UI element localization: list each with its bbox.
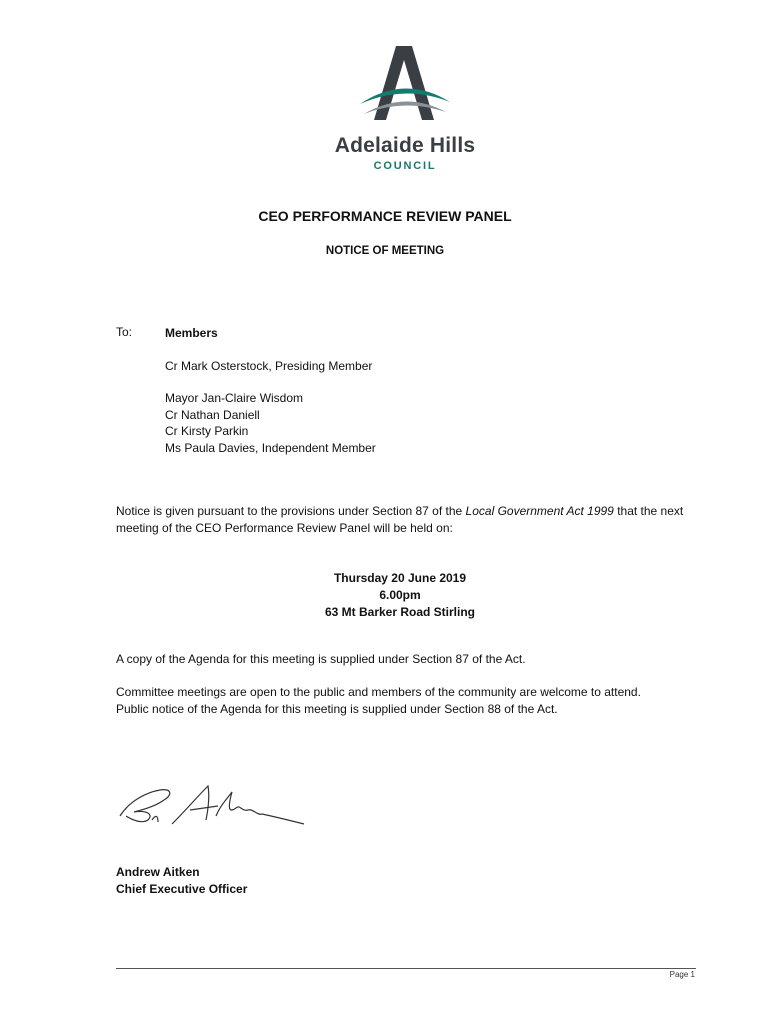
presiding-member: Cr Mark Osterstock, Presiding Member bbox=[165, 358, 373, 373]
meeting-details bbox=[0, 570, 770, 621]
recipient-list bbox=[165, 325, 376, 456]
to-label: To: bbox=[116, 325, 133, 339]
notice-text-end: that the next meeting of the CEO Performance Review Panel will be held on: bbox=[116, 504, 684, 535]
member-item: Mayor Jan-Claire Wisdom bbox=[165, 391, 304, 405]
logo-name: Adelaide Hills bbox=[334, 134, 476, 157]
agenda-paragraph: A copy of the Agenda for this meeting is supplied under Section 87 of the Act. bbox=[116, 652, 526, 666]
member-item: Cr Nathan Daniell bbox=[165, 407, 260, 422]
notice-paragraph bbox=[116, 503, 706, 537]
logo-subtitle: COUNCIL bbox=[373, 160, 437, 172]
public-line-2: Public notice of the Agenda for this meeting is supplied under Section 88 of the Act. bbox=[116, 702, 558, 716]
meeting-location: 63 Mt Barker Road Stirling bbox=[324, 605, 476, 619]
logo-mark-icon bbox=[350, 44, 460, 124]
recipient-group: Members bbox=[165, 326, 218, 340]
footer-divider bbox=[116, 968, 696, 969]
page-number: Page 1 bbox=[669, 970, 695, 979]
council-logo bbox=[330, 44, 480, 174]
document-subtitle: NOTICE OF MEETING bbox=[325, 245, 445, 257]
meeting-date: Thursday 20 June 2019 bbox=[333, 571, 467, 585]
meeting-time: 6.00pm bbox=[379, 588, 421, 602]
public-line-1: Committee meetings are open to the public and members of the community are welcome to attend. bbox=[116, 685, 641, 699]
signatory-title: Chief Executive Officer bbox=[116, 882, 248, 896]
document-title: CEO PERFORMANCE REVIEW PANEL bbox=[258, 208, 512, 224]
signatory-name: Andrew Aitken bbox=[116, 865, 200, 879]
signature-icon bbox=[112, 780, 312, 835]
public-paragraph bbox=[116, 684, 716, 718]
member-item: Cr Kirsty Parkin bbox=[165, 424, 249, 438]
member-item: Ms Paula Davies, Independent Member bbox=[165, 440, 376, 455]
notice-text-start: Notice is given pursuant to the provisions under Section 87 of the bbox=[116, 504, 466, 518]
signature bbox=[112, 780, 312, 840]
act-name: Local Government Act 1999 bbox=[465, 504, 614, 518]
signatory bbox=[116, 864, 247, 898]
